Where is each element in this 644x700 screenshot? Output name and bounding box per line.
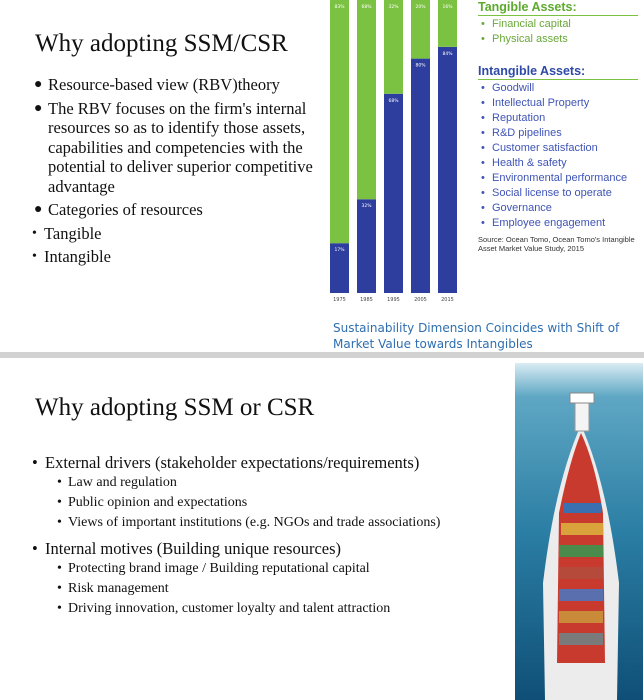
bullet-dot: ●	[34, 100, 43, 116]
legend-item: • Employee engagement	[478, 217, 638, 229]
bar-data-label: 17%	[334, 248, 345, 254]
bar-data-label: 32%	[361, 204, 372, 210]
bar-segment	[438, 47, 457, 293]
bullet-text: Internal motives (Building unique resources)	[45, 539, 342, 558]
bar-data-label: 20%	[415, 5, 426, 10]
bar-segment	[384, 0, 403, 94]
bullet-text: Views of important institutions (e.g. NGOs and trade associations)	[68, 515, 441, 530]
x-tick-label: 1975	[333, 297, 346, 303]
sub-bullet-item	[32, 475, 502, 491]
bullet-item	[24, 200, 324, 220]
bullet-text: The RBV focuses on the firm's internal resources so as to identify those assets, capabilities and competencies with the potential to deliver superior competitive advantage	[48, 98, 313, 196]
container-ship-image	[515, 363, 643, 700]
bar-data-label: 84%	[442, 51, 453, 57]
bullet-item	[24, 247, 324, 267]
legend-item: • Financial capital	[478, 18, 638, 30]
bullet-item	[32, 453, 502, 473]
bullet-dot: •	[32, 249, 37, 264]
drivers-bullet-list	[32, 453, 502, 625]
legend-item: • Governance	[478, 202, 638, 214]
bar-data-label: 16%	[442, 5, 453, 10]
bar-data-label: 68%	[361, 5, 372, 10]
bullet-dot: •	[57, 601, 62, 616]
bullet-item	[24, 75, 324, 95]
chart-canvas	[327, 0, 467, 305]
chart-caption: Sustainability Dimension Coincides with Shift of Market Value towards Intangibles	[333, 321, 620, 351]
bar-data-label: 32%	[388, 5, 399, 10]
bullet-text: Risk management	[68, 581, 169, 596]
bullet-item	[24, 224, 324, 244]
rbv-bullet-list	[24, 75, 324, 271]
bullet-dot: •	[32, 225, 37, 241]
tangible-assets-heading: Tangible Assets:	[478, 0, 638, 16]
bar-data-label: 68%	[388, 98, 399, 104]
bullet-dot: ●	[34, 77, 43, 92]
ship-illustration	[515, 363, 643, 700]
bar-data-label: 83%	[334, 5, 345, 10]
slide-title: Why adopting SSM or CSR	[35, 394, 315, 421]
bullet-text: Protecting brand image / Building reputational capital	[68, 561, 370, 576]
sub-bullet-item	[32, 561, 502, 577]
sub-bullet-item	[32, 515, 502, 531]
bullet-text: Public opinion and expectations	[68, 495, 248, 510]
bullet-dot: ●	[34, 202, 43, 217]
bullet-text: Law and regulation	[68, 475, 177, 490]
asset-legend	[478, 0, 638, 253]
legend-item: • Customer satisfaction	[478, 142, 638, 154]
driver-group-internal	[32, 539, 502, 617]
bullet-dot: •	[57, 475, 62, 490]
sub-bullet-item	[32, 581, 502, 597]
legend-item: • Physical assets	[478, 33, 638, 45]
market-value-stacked-bar-chart	[327, 0, 467, 305]
bullet-text: Categories of resources	[48, 200, 203, 219]
slide-title: Why adopting SSM/CSR	[35, 30, 288, 57]
bullet-dot: •	[32, 453, 38, 472]
bar-segment	[330, 0, 349, 243]
tangible-assets-list	[478, 18, 638, 45]
bullet-text: Intangible	[44, 247, 111, 266]
bullet-text: Resource-based view (RBV)theory	[48, 75, 280, 94]
bar-segment	[411, 59, 430, 293]
bullet-dot: •	[57, 561, 62, 576]
x-tick-label: 2015	[441, 297, 454, 303]
bar-segment	[357, 199, 376, 293]
bullet-text: Driving innovation, customer loyalty and talent attraction	[68, 601, 391, 616]
slide-drivers	[0, 358, 644, 700]
bullet-dot: •	[32, 539, 38, 558]
x-tick-label: 2005	[414, 297, 427, 303]
x-tick-label: 1995	[387, 297, 400, 303]
legend-item: • Environmental performance	[478, 172, 638, 184]
bullet-item	[32, 539, 502, 559]
legend-item: • Social license to operate	[478, 187, 638, 199]
bullet-dot: •	[57, 515, 62, 530]
legend-item: • Reputation	[478, 112, 638, 124]
bar-segment	[357, 0, 376, 199]
legend-item: • Intellectual Property	[478, 97, 638, 109]
legend-item: • Goodwill	[478, 82, 638, 94]
bullet-dot: •	[57, 581, 62, 596]
intangible-assets-heading: Intangible Assets:	[478, 64, 638, 80]
driver-group-external	[32, 453, 502, 531]
sub-bullet-item	[32, 601, 502, 617]
intangible-assets-list	[478, 82, 638, 229]
bullet-text: External drivers (stakeholder expectations/requirements)	[45, 453, 420, 472]
x-tick-label: 1985	[360, 297, 373, 303]
source-note: Source: Ocean Tomo, Ocean Tomo's Intangible Asset Market Value Study, 2015	[478, 235, 635, 253]
bar-data-label: 80%	[415, 63, 426, 69]
bullet-item	[24, 99, 324, 197]
legend-item: • Health & safety	[478, 157, 638, 169]
bar-segment	[384, 94, 403, 293]
legend-item: • R&D pipelines	[478, 127, 638, 139]
sub-bullet-item	[32, 495, 502, 511]
bullet-dot: •	[57, 495, 62, 510]
bullet-text: Tangible	[44, 223, 102, 243]
